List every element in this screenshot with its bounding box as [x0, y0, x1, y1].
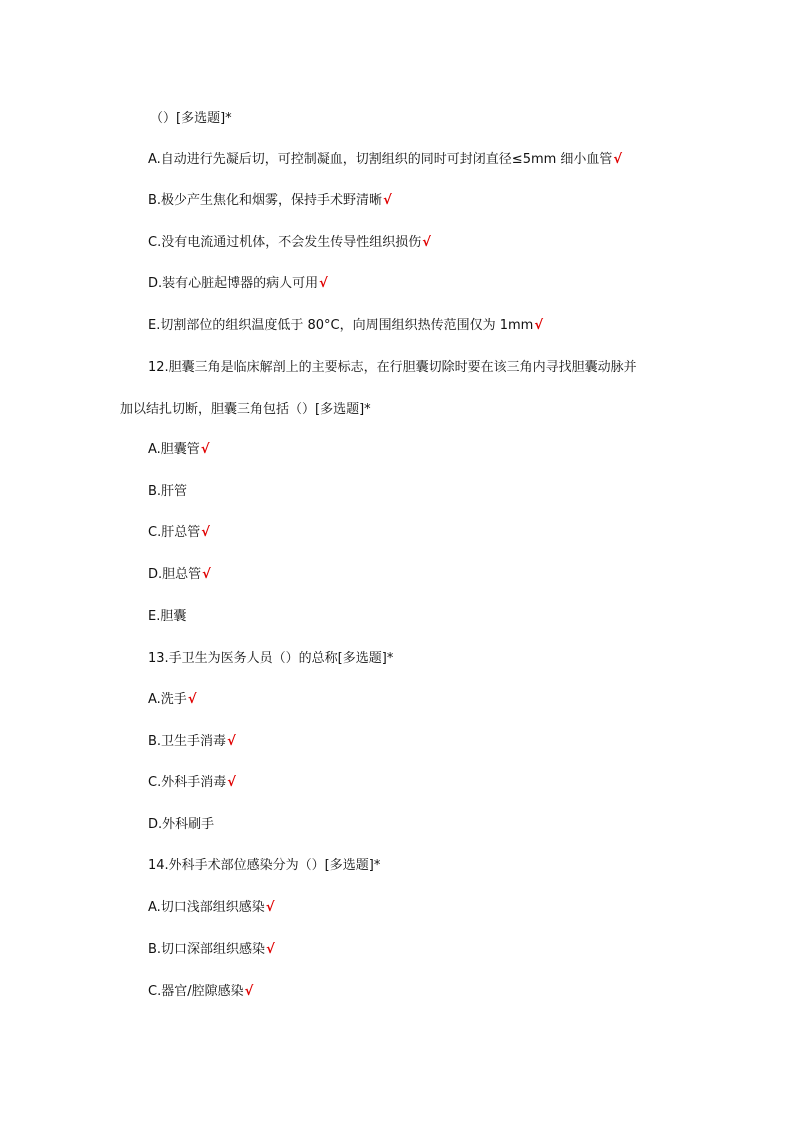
line-text: C.没有电流通过机体，不会发生传导性组织损伤	[148, 235, 422, 250]
line-text: E.切割部位的组织温度低于 80°C，向周围组织热传范围仅为 1mm	[148, 318, 534, 333]
check-mark-icon: √	[187, 692, 197, 707]
line-text: （）[多选题]*	[150, 111, 232, 126]
option-line	[148, 566, 211, 584]
check-mark-icon: √	[227, 775, 236, 790]
option-line	[148, 234, 431, 252]
option-line	[148, 317, 543, 335]
option-line	[148, 441, 209, 459]
option-line	[148, 733, 236, 751]
check-mark-icon: √	[534, 318, 544, 333]
question-14-stem	[148, 857, 380, 875]
line-text: A.胆囊管	[148, 442, 200, 457]
line-text: A.切口浅部组织感染	[148, 900, 265, 915]
line-text: B.极少产生焦化和烟雾，保持手术野清晰	[148, 193, 383, 208]
line-text: E.胆囊	[148, 609, 187, 624]
line-text: C.肝总管	[148, 525, 201, 540]
check-mark-icon: √	[202, 567, 211, 582]
option-line	[148, 524, 210, 542]
option-line	[148, 275, 328, 293]
question-12-stem-continued	[120, 401, 371, 419]
option-line	[148, 816, 215, 834]
line-text: C.外科手消毒	[148, 775, 227, 790]
line-text: D.装有心脏起博器的病人可用	[148, 276, 319, 291]
check-mark-icon: √	[613, 152, 623, 167]
question-13-stem	[148, 650, 393, 668]
option-line	[148, 774, 236, 792]
option-line	[148, 608, 187, 626]
option-line	[148, 941, 275, 959]
line-text: B.切口深部组织感染	[148, 942, 266, 957]
line-text: B.肝管	[148, 484, 188, 499]
line-text: 12.胆囊三角是临床解剖上的主要标志，在行胆囊切除时要在该三角内寻找胆囊动脉并	[148, 360, 637, 375]
check-mark-icon: √	[265, 900, 275, 915]
check-mark-icon: √	[244, 984, 254, 999]
option-line	[148, 483, 188, 501]
line-text: 加以结扎切断，胆囊三角包括（）[多选题]*	[120, 402, 371, 417]
check-mark-icon: √	[201, 525, 210, 540]
option-line	[148, 983, 253, 1001]
check-mark-icon: √	[422, 235, 431, 250]
option-line	[148, 192, 392, 210]
line-text: 13.手卫生为医务人员（）的总称[多选题]*	[148, 651, 394, 666]
check-mark-icon: √	[200, 442, 210, 457]
question-12-stem	[148, 359, 637, 377]
option-line	[148, 899, 274, 917]
check-mark-icon: √	[319, 276, 328, 291]
check-mark-icon: √	[227, 734, 236, 749]
line-text: D.胆总管	[148, 567, 202, 582]
check-mark-icon: √	[266, 942, 275, 957]
line-text: 14.外科手术部位感染分为（）[多选题]*	[148, 858, 381, 873]
option-line	[148, 691, 196, 709]
question-11-stem-tail	[150, 110, 232, 128]
option-line	[148, 151, 622, 169]
line-text: D.外科刷手	[148, 817, 215, 832]
line-text: B.卫生手消毒	[148, 734, 227, 749]
line-text: A.自动进行先凝后切，可控制凝血，切割组织的同时可封闭直径≤5mm 细小血管	[148, 152, 613, 167]
line-text: C.器官/腔隙感染	[148, 984, 244, 999]
line-text: A.洗手	[148, 692, 187, 707]
check-mark-icon: √	[383, 193, 392, 208]
